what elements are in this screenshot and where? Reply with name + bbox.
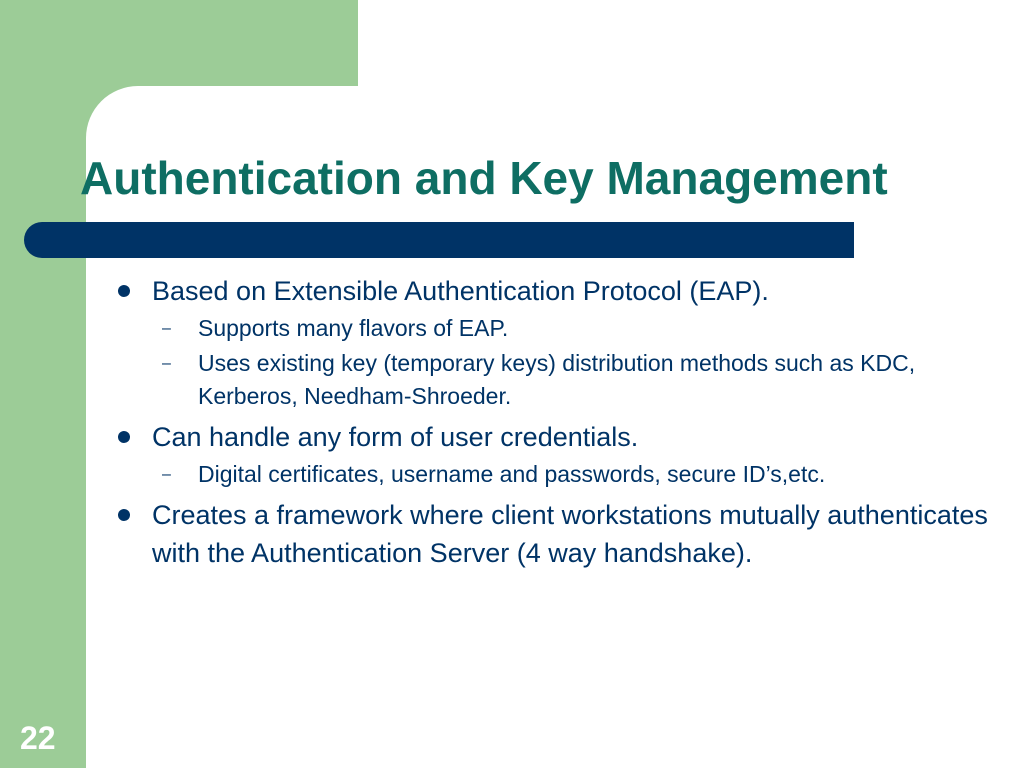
bullet-dot-icon	[118, 431, 130, 443]
bullet-text: Creates a framework where client workstations mutually authenticates with the Authentication Server (4 way handshake).	[152, 500, 988, 568]
bullet-text: Can handle any form of user credentials.	[152, 422, 639, 452]
sub-bullet-item	[158, 312, 992, 345]
sub-bullet-list	[158, 458, 992, 491]
bullet-item	[112, 272, 992, 413]
sub-bullet-item	[158, 347, 992, 413]
sub-bullet-text: Uses existing key (temporary keys) distribution methods such as KDC, Kerberos, Needham-Shroeder.	[198, 350, 916, 409]
sub-bullet-text: Digital certificates, username and passwords, secure ID’s,etc.	[198, 461, 826, 487]
sub-bullet-item	[158, 458, 992, 491]
bullet-dot-icon	[118, 509, 130, 521]
bullet-item	[112, 496, 992, 572]
dash-icon: –	[162, 466, 171, 483]
sub-bullet-list	[158, 312, 992, 413]
slide-title: Authentication and Key Management	[80, 152, 888, 204]
sub-bullet-text: Supports many flavors of EAP.	[198, 315, 509, 341]
bullet-item	[112, 418, 992, 491]
bullet-text: Based on Extensible Authentication Protocol (EAP).	[152, 276, 769, 306]
title-underline-bar	[24, 222, 854, 258]
bullet-dot-icon	[118, 285, 130, 297]
bullet-list	[112, 272, 992, 572]
dash-icon: –	[162, 320, 171, 337]
page-number: 22	[20, 720, 56, 756]
dash-icon: –	[162, 355, 171, 372]
top-white-band	[358, 0, 1024, 86]
